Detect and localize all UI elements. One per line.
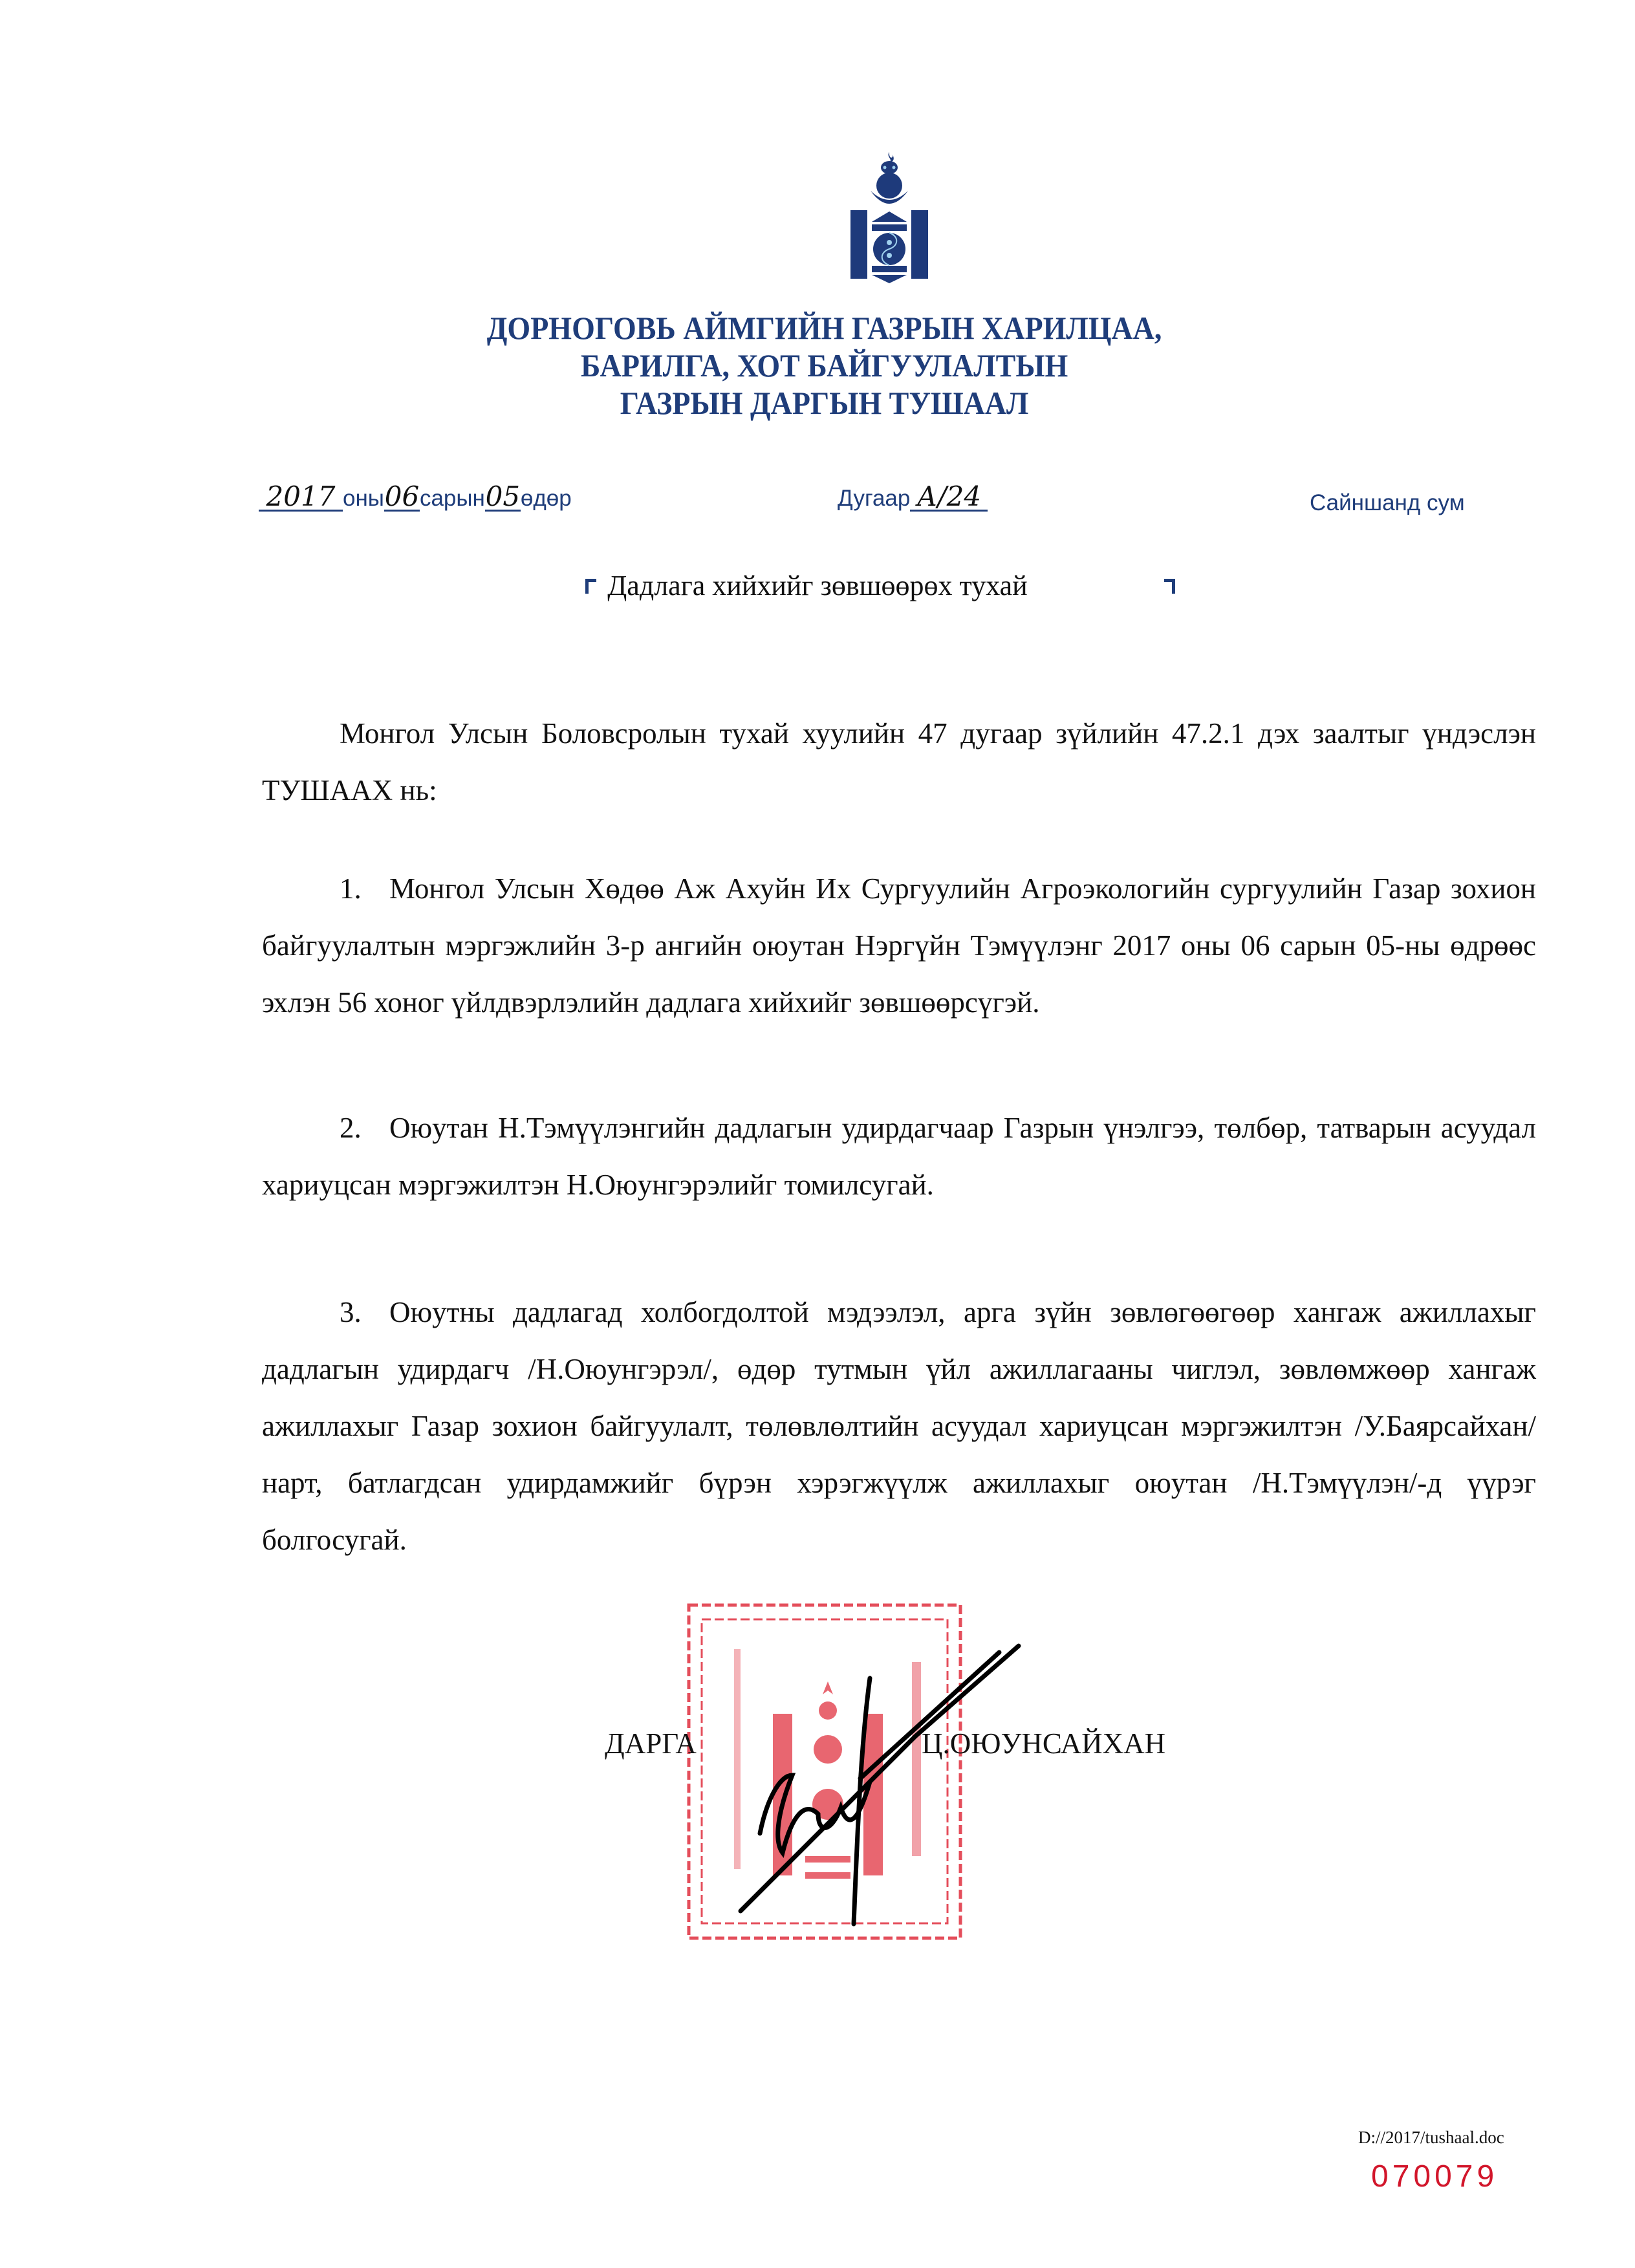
date-year: 2017 <box>259 484 343 512</box>
date-line <box>259 481 572 512</box>
item-number: 3. <box>340 1296 362 1328</box>
subject-bracket-right <box>1164 579 1175 594</box>
item-text: Оюутны дадлагад холбогдолтой мэдээлэл, арга зүйн зөвлөгөөгөөр хангаж ажиллахыг дадлагын удирдагч /Н.Оюунгэрэл/, өдөр тутмын үйл ажиллагааны чиглэл, зөвлөмжөөр хангаж ажиллахыг Газар зохион байгуулалт, төлөвлөлтийн асуудал хариуцсан мэргэжилтэн /У.Баярсайхан/ нарт, батлагдсан удирдамжийг бүрэн хэрэгжүүлж ажиллахыг оюутан /Н.Тэмүүлэн/-д үүрэг болгосугай. <box>262 1296 1536 1556</box>
date-month: 06 <box>384 481 420 512</box>
handwritten-signature-icon <box>721 1620 1045 1943</box>
order-item <box>262 1284 1536 1568</box>
year-label: оны <box>343 486 384 511</box>
header-title-line-2: БАРИЛГА, ХОТ БАЙГУУЛАЛТЫН <box>580 347 1068 383</box>
header-title-line-3: ГАЗРЫН ДАРГЫН ТУШААЛ <box>620 385 1029 421</box>
soyombo-emblem-icon <box>847 152 931 285</box>
number-value: А/24 <box>910 484 988 512</box>
item-number: 1. <box>340 872 362 905</box>
subject-title: Дадлага хийхийг зөвшөөрөх тухай <box>607 570 1028 601</box>
document-number <box>838 481 988 512</box>
month-label: сарын <box>419 486 485 511</box>
order-item <box>262 860 1536 1031</box>
item-number: 2. <box>340 1112 362 1144</box>
intro-paragraph <box>262 705 1536 819</box>
signer-role: ДАРГА <box>605 1727 697 1760</box>
day-label: өдөр <box>520 486 572 511</box>
item-text: Монгол Улсын Хөдөө Аж Ахуйн Их Сургуулийн Агроэкологийн сургуулийн Газар зохион байгуулалтын мэргэжлийн 3-р ангийн оюутан Нэргүйн Тэмүүлэнг 2017 оны 06 сарын 05-ны өдрөөс эхлэн 56 хоног үйлдвэрлэлийн дадлага хийхийг зөвшөөрсүгэй. <box>262 872 1536 1019</box>
date-day: 05 <box>485 481 521 512</box>
place-name: Сайншанд сум <box>1310 490 1465 515</box>
header-title-line-1: ДОРНОГОВЬ АЙМГИЙН ГАЗРЫН ХАРИЛЦАА, <box>486 310 1162 346</box>
file-path: D://2017/tushaal.doc <box>1358 2128 1504 2147</box>
serial-number: 070079 <box>1371 2159 1499 2194</box>
number-label: Дугаар <box>838 486 911 511</box>
signer-name: Ц.ОЮУНСАЙХАН <box>922 1727 1166 1760</box>
intro-text: Монгол Улсын Боловсролын тухай хуулийн 47 дугаар зүйлийн 47.2.1 дэх заалтыг үндэслэн ТУШААХ нь: <box>262 717 1536 806</box>
order-item <box>262 1099 1536 1213</box>
item-text: Оюутан Н.Тэмүүлэнгийн дадлагын удирдагчаар Газрын үнэлгээ, төлбөр, татварын асуудал хариуцсан мэргэжилтэн Н.Оюунгэрэлийг томилсугай. <box>262 1112 1536 1201</box>
